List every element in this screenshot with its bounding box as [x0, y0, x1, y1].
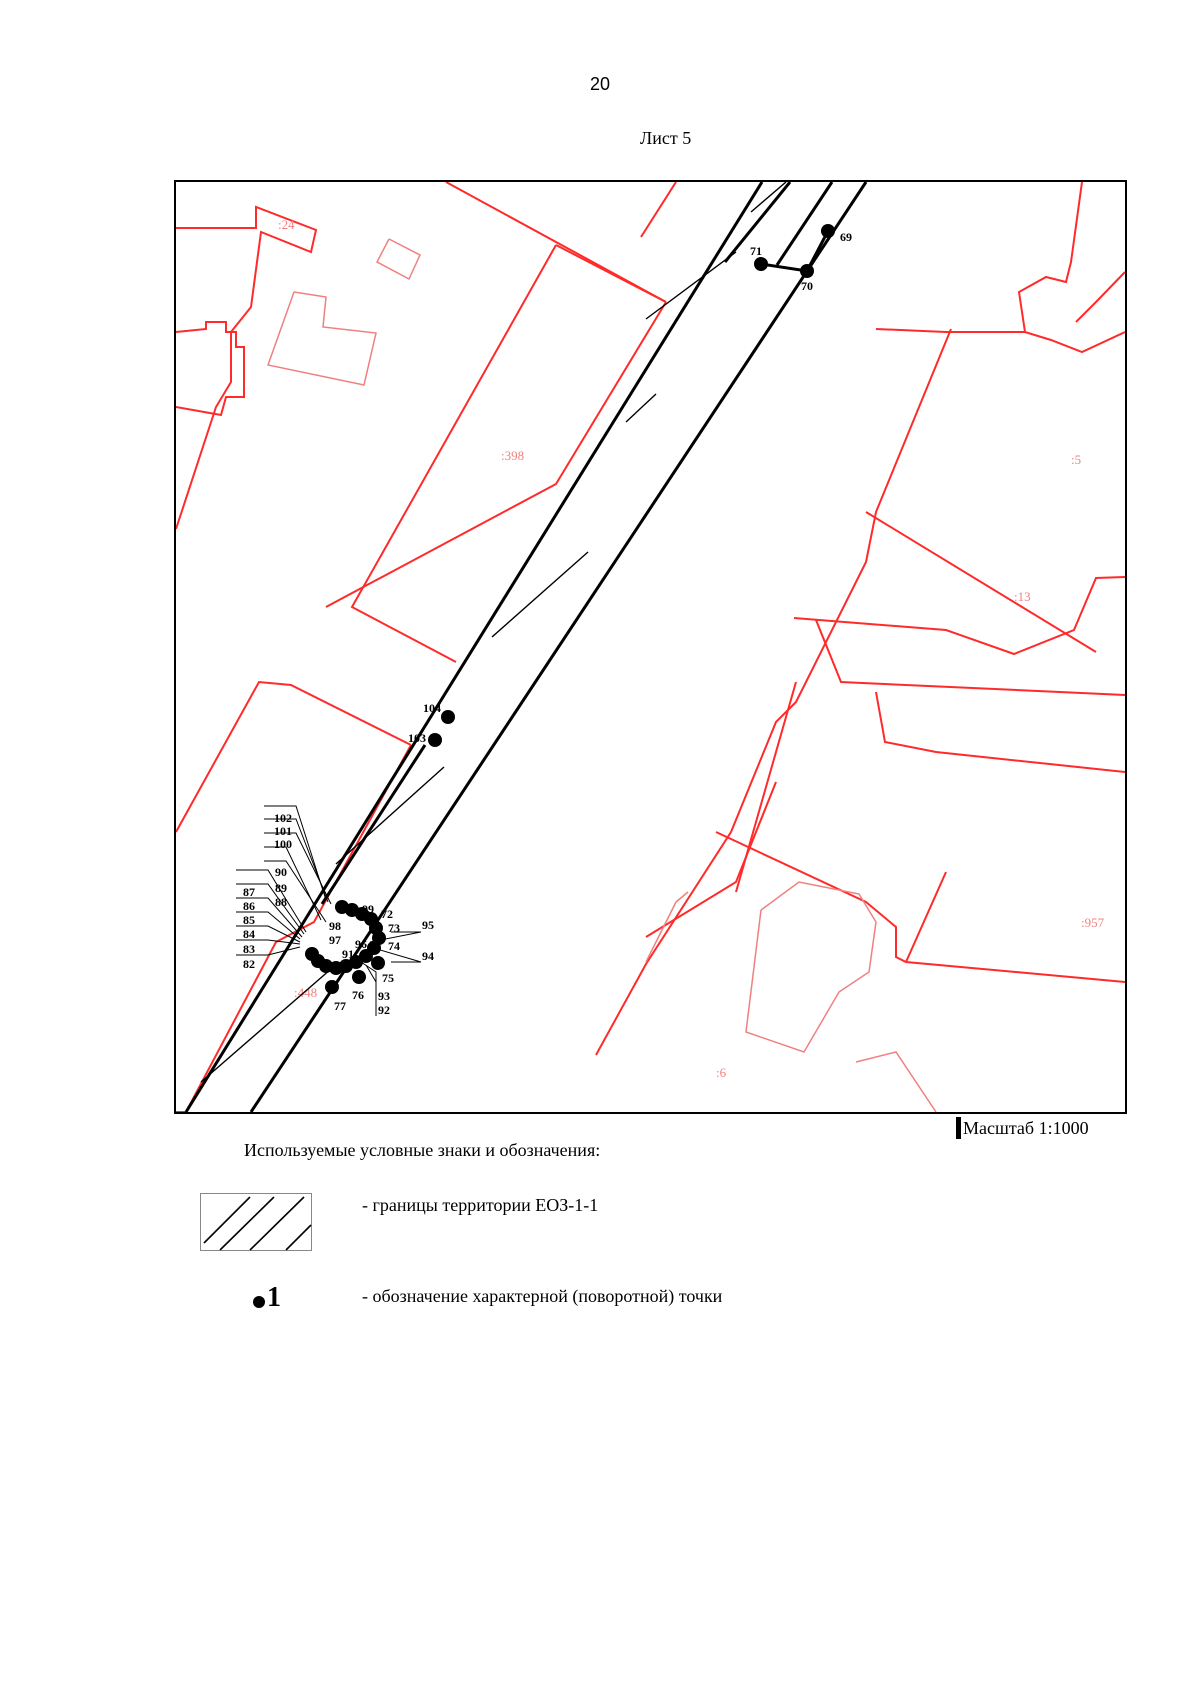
point-label-82: 82 [243, 957, 255, 971]
point-label-98: 98 [329, 919, 341, 933]
point-label-87: 87 [243, 885, 255, 899]
point-label-93: 93 [378, 989, 390, 1003]
point-label-73: 73 [388, 921, 400, 935]
point-label-96: 96 [355, 937, 367, 951]
parcel-label-448: :448 [294, 985, 318, 1000]
point-label-101: 101 [274, 824, 292, 838]
legend-point-number: 1 [267, 1282, 281, 1313]
parcel-label-5: :5 [1071, 452, 1082, 467]
point-label-90: 90 [275, 865, 287, 879]
parcel-label-24: :24 [278, 217, 295, 232]
point-label-72: 72 [381, 907, 393, 921]
parcel-boundaries [176, 182, 1125, 1112]
point-label-91: 91 [342, 947, 354, 961]
cadastral-map [174, 180, 1127, 1114]
point-label-92: 92 [378, 1003, 390, 1017]
parcel-label-6: :6 [716, 1065, 727, 1080]
point-label-95: 95 [422, 918, 434, 932]
point-label-76: 76 [352, 988, 364, 1002]
point-label-69: 69 [840, 230, 852, 244]
point-label-84: 84 [243, 927, 255, 941]
point-label-94: 94 [422, 949, 434, 963]
sheet-title: Лист 5 [640, 128, 692, 148]
legend-point-symbol [253, 1282, 281, 1314]
point-labels [243, 230, 852, 1017]
point-label-86: 86 [243, 899, 255, 913]
building-outlines [268, 239, 936, 1112]
point-label-99: 99 [362, 902, 374, 916]
parcel-label-398: :398 [501, 448, 525, 463]
page-number: 20 [589, 74, 611, 94]
point-label-70: 70 [801, 279, 813, 293]
parcel-label-957: :957 [1081, 915, 1105, 930]
point-label-103: 103 [408, 731, 426, 745]
scale-text: Масштаб 1:1000 [963, 1117, 1089, 1138]
point-label-85: 85 [243, 913, 255, 927]
point-label-75: 75 [382, 971, 394, 985]
zone-boundary-lines [186, 182, 866, 1112]
legend-title: Используемые условные знаки и обозначения: [244, 1140, 601, 1160]
point-label-104: 104 [423, 701, 441, 715]
point-label-77: 77 [334, 999, 346, 1013]
map-scale [956, 1117, 1089, 1139]
point-dot-icon [253, 1296, 265, 1308]
parcel-label-13: :13 [1014, 589, 1031, 604]
characteristic-points [305, 224, 835, 994]
point-label-83: 83 [243, 942, 255, 956]
legend-point-text: - обозначение характерной (поворотной) точки [362, 1286, 723, 1306]
point-label-100: 100 [274, 837, 292, 851]
scale-mark [956, 1117, 961, 1139]
legend-territory-text: - границы территории ЕОЗ-1-1 [362, 1195, 599, 1215]
point-label-74: 74 [388, 939, 400, 953]
point-label-102: 102 [274, 811, 292, 825]
territory-hatch-symbol [200, 1193, 312, 1251]
point-label-88: 88 [275, 895, 287, 909]
point-label-89: 89 [275, 881, 287, 895]
point-label-71: 71 [750, 244, 762, 258]
point-label-97: 97 [329, 933, 341, 947]
